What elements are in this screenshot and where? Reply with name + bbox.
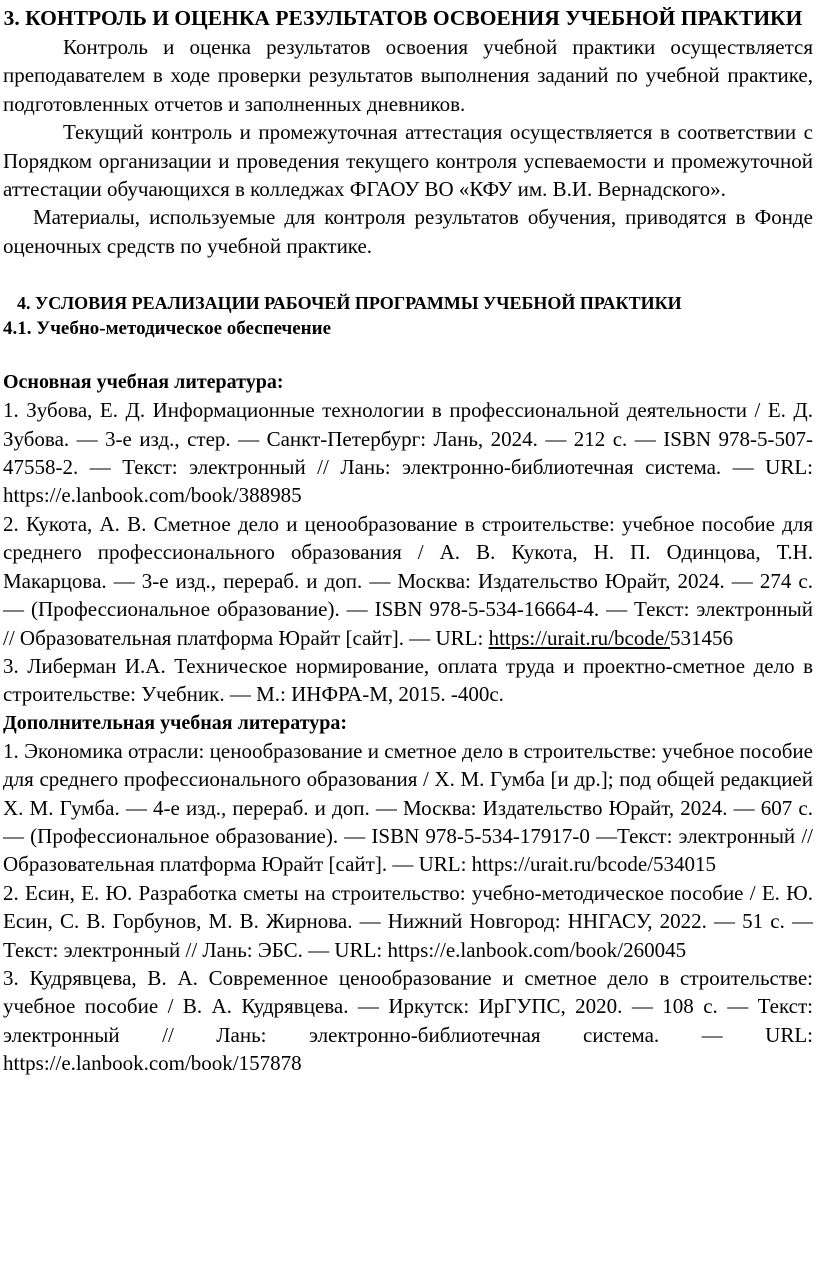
section-4-1-subtitle: 4.1. Учебно-методическое обеспечение bbox=[3, 318, 332, 340]
document-page bbox=[3, 0, 813, 1078]
additional-literature-heading: Дополнительная учебная литература: bbox=[3, 711, 348, 734]
urait-link[interactable]: https://urait.ru/bcode/ bbox=[488, 625, 670, 650]
section-3-paragraph-3: Материалы, используемые для контроля результатов обучения, приводятся в Фонде оценочных средств по учебной практике. bbox=[3, 205, 813, 258]
main-literature-item-2-text: 2. Кукота, А. В. Сметное дело и ценообразование в строительстве: учебное пособие для среднего профессионального образования / А. В. Кукота, Н. П. Одинцова, Т.Н. Макарцова. — 3-е изд., перераб. и доп. — Москва: Издательство Юрайт, 2024. — 274 с. — (Профессиональное образование). — ISBN 978-5-534-16664-4. — Текст: электронный // Образовательная платформа Юрайт [сайт]. — URL: bbox=[3, 511, 813, 650]
section-3-title: 3. КОНТРОЛЬ И ОЦЕНКА РЕЗУЛЬТАТОВ ОСВОЕНИЯ УЧЕБНОЙ ПРАКТИКИ bbox=[3, 6, 803, 30]
main-literature-item-2 bbox=[3, 510, 813, 652]
section-3-paragraph-2: Текущий контроль и промежуточная аттестация осуществляется в соответствии с Порядком организации и проведения текущего контроля успеваемости и промежуточной аттестации обучающихся в колледжах ФГАОУ ВО «КФУ им. В.И. Вернадского». bbox=[3, 120, 813, 202]
additional-literature-item-1: 1. Экономика отрасли: ценообразование и сметное дело в строительстве: учебное пособие для среднего профессионального образования / Х. М. Гумба [и др.]; под общей редакцией Х. М. Гумба. — 4-е изд., перераб. и доп. — Москва: Издательство Юрайт, 2024. — 607 с. — (Профессиональное образование). — ISBN 978-5-534-17917-0 —Текст: электронный // Образовательная платформа Юрайт [сайт]. — URL: https://urait.ru/bcode/534015 bbox=[3, 738, 813, 877]
additional-literature-item-3: 3. Кудрявцева, В. А. Современное ценообразование и сметное дело в строительстве: учебное пособие / В. А. Кудрявцева. — Иркутск: ИрГУПС, 2020. — 108 с. — Текст: электронный // Лань: электронно-библиотечная система. — URL: https://e.lanbook.com/book/157878 bbox=[3, 965, 813, 1076]
main-literature-heading: Основная учебная литература: bbox=[3, 371, 284, 394]
section-4-title: 4. УСЛОВИЯ РЕАЛИЗАЦИИ РАБОЧЕЙ ПРОГРАММЫ УЧЕБНОЙ ПРАКТИКИ bbox=[17, 293, 682, 314]
main-literature-item-3: 3. Либерман И.А. Техническое нормирование, оплата труда и проектно-сметное дело в строительстве: Учебник. — М.: ИНФРА-М, 2015. -400с. bbox=[3, 653, 813, 707]
additional-literature-item-2: 2. Есин, Е. Ю. Разработка сметы на строительство: учебно-методическое пособие / Е. Ю. Есин, С. В. Горбунов, М. В. Жирнова. — Нижний Новгород: ННГАСУ, 2022. — 51 с. — Текст: электронный // Лань: ЭБС. — URL: https://e.lanbook.com/book/260045 bbox=[3, 880, 813, 962]
urait-link-code: 531456 bbox=[669, 625, 733, 650]
main-literature-item-1: 1. Зубова, Е. Д. Информационные технологии в профессиональной деятельности / Е. Д. Зубова. — 3-е изд., стер. — Санкт-Петербург: Лань, 2024. — 212 с. — ISBN 978-5-507-47558-2. — Текст: электронный // Лань: электронно-библиотечная система. — URL: https://e.lanbook.com/book/388985 bbox=[3, 398, 813, 508]
section-3-paragraph-1: Контроль и оценка результатов освоения учебной практики осуществляется преподавателем в ходе проверки результатов выполнения заданий по учебной практике, подготовленных отчетов и заполненных дневников. bbox=[3, 35, 813, 116]
